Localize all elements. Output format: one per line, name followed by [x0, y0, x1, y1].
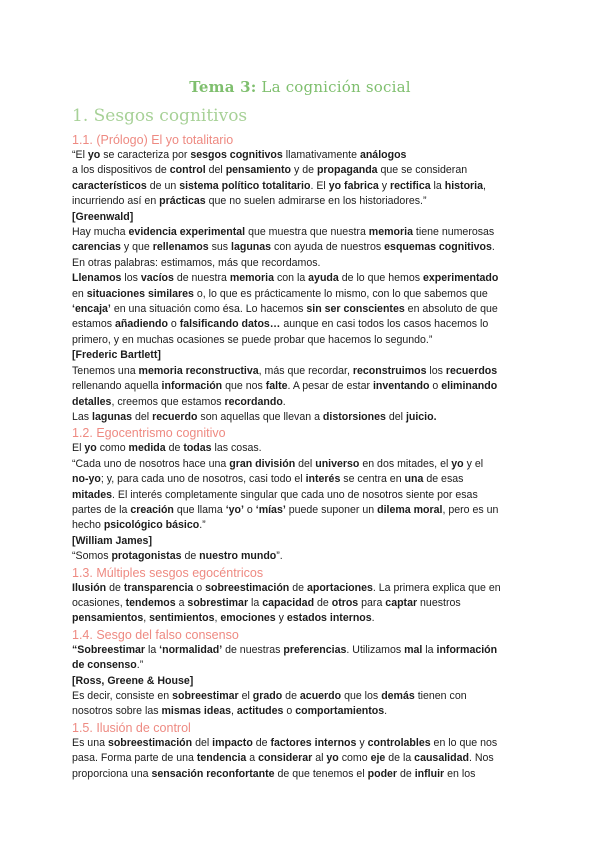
bold-text-run: sistema político totalitario [179, 179, 311, 192]
text-run: .” [136, 659, 144, 672]
heading-1-1: 1.1. (Prólogo) El yo totalitario [72, 133, 234, 147]
paragraph [72, 148, 528, 210]
bold-text-run: evidencia experimental [128, 226, 246, 239]
bold-text-run: experimentado [423, 272, 499, 285]
bold-text-run: carencias [72, 241, 121, 254]
citation-source: [Greenwald] [72, 210, 134, 223]
text-run: con ayuda de nuestros [271, 241, 385, 254]
bold-text-run: protagonistas [111, 550, 182, 563]
text-run: , [214, 612, 221, 625]
text-run: aunque en casi todos los casos hacemos lo [280, 318, 489, 331]
text-run: a [246, 752, 259, 765]
bold-text-run: detalles [72, 395, 112, 408]
bold-text-run: lagunas [231, 241, 272, 254]
bold-text-run: creación [130, 503, 174, 516]
text-run: de esas [423, 473, 464, 486]
text-run: y [275, 612, 287, 625]
text-run: nosotros sobre las [72, 705, 162, 718]
bold-text-run: una [404, 473, 424, 486]
text-run: . [491, 241, 495, 254]
text-run: , creemos que estamos [111, 395, 225, 408]
bold-text-run: emociones [220, 612, 276, 625]
text-run: . El [310, 179, 329, 192]
text-run: en [72, 287, 87, 300]
bold-text-run: sentimientos [149, 612, 215, 625]
text-run: se centra en [340, 473, 405, 486]
bold-text-run: yo [326, 752, 339, 765]
bold-text-run: sin ser conscientes [306, 303, 405, 316]
text-run: ocasiones, [72, 596, 126, 609]
text-run: de nuestra [173, 272, 230, 285]
bold-text-run: no-yo [72, 473, 101, 486]
bold-text-run: Ilusión [72, 581, 107, 594]
text-run: hecho [72, 519, 104, 532]
title-tema: Tema 3: [189, 78, 257, 96]
text-run: o [243, 503, 256, 516]
bold-text-run: todas [183, 442, 212, 455]
text-run: En otras palabras: estimamos, más que recordamos. [72, 256, 321, 269]
bold-text-run: mal [404, 643, 423, 656]
bold-text-run: propaganda [316, 164, 378, 177]
text-run: de [282, 690, 300, 702]
bold-text-run: nuestro mundo [199, 550, 277, 563]
bold-text-run: interés [305, 473, 341, 486]
bold-text-run: demás [381, 690, 415, 702]
text-run: la [248, 596, 263, 609]
text-run: proporciona una [72, 767, 152, 780]
text-run: de [106, 581, 124, 594]
bold-text-run: controlables [367, 736, 431, 749]
bold-text-run: sensación reconfortante [151, 767, 275, 780]
bold-text-run: factores internos [270, 736, 357, 749]
text-run: , [143, 612, 150, 625]
bold-text-run: causalidad [414, 752, 469, 765]
bold-text-run: característicos [72, 179, 147, 192]
text-run: que nos [222, 380, 266, 393]
bold-text-run: rellenamos [152, 241, 209, 254]
bold-text-run: añadiendo [114, 318, 168, 331]
text-run: de [165, 442, 184, 455]
text-run: los [121, 272, 141, 285]
bold-text-run: prácticas [159, 195, 206, 208]
text-run: . Utilizamos [346, 643, 405, 656]
bold-text-run: distorsiones [322, 410, 386, 423]
heading-1-4: 1.4. Sesgo del falso consenso [72, 627, 239, 642]
text-run: y [378, 179, 390, 192]
text-run: nuestros [417, 596, 461, 609]
bold-text-run: falte [265, 380, 288, 393]
bold-text-run: pensamientos [72, 612, 144, 625]
bold-text-run: actitudes [236, 705, 284, 718]
text-run: la [145, 643, 160, 656]
bold-text-run: capacidad [262, 596, 315, 609]
text-run: al [312, 752, 327, 765]
bold-text-run: captar [385, 596, 418, 609]
bold-text-run: Llenamos [72, 272, 122, 285]
text-run: , más que recordar, [258, 364, 353, 377]
text-run: . A pesar de estar [287, 380, 373, 393]
bold-text-run: acuerdo [299, 690, 342, 702]
text-run: del [132, 410, 153, 423]
bold-text-run: memoria [368, 226, 413, 239]
bold-text-run: análogos [359, 149, 407, 161]
text-run: en dos mitades, el [359, 457, 452, 470]
text-run: Las [72, 410, 93, 423]
bold-text-run: control [169, 164, 206, 177]
bold-text-run: yo [84, 442, 97, 455]
text-run: del [385, 410, 406, 423]
bold-text-run: tendencia [196, 752, 247, 765]
bold-text-run: recuerdos [445, 364, 498, 377]
text-run: como [96, 442, 129, 455]
bold-text-run: impacto [212, 736, 253, 749]
bold-text-run: otros [331, 596, 359, 609]
bold-text-run: “Sobreestimar [72, 643, 146, 656]
text-run: a [175, 596, 188, 609]
bold-text-run: recuerdo [152, 410, 198, 423]
text-run: son aquellas que llevan a [197, 410, 323, 423]
bold-text-run: lagunas [92, 410, 133, 423]
paragraph [72, 457, 528, 534]
bold-text-run: ‘normalidad’ [159, 643, 223, 656]
bold-text-run: información [161, 380, 223, 393]
bold-text-run: sobreestimar [172, 690, 239, 702]
text-run: Tenemos una [72, 364, 139, 377]
bold-text-run: gran división [229, 457, 296, 470]
bold-text-run: reconstruimos [352, 364, 427, 377]
text-run: o [167, 318, 180, 331]
text-run: . El interés completamente singular que cada uno de nosotros siente por esas [112, 488, 478, 501]
text-run: que muestra que nuestra [245, 226, 369, 239]
bold-text-run: pensamiento [225, 164, 292, 177]
bold-text-run: eje [370, 752, 386, 765]
bold-text-run: preferencias [283, 643, 347, 656]
text-run: puede suponer un [285, 503, 378, 516]
paragraph [72, 549, 528, 564]
bold-text-run: sobreestimación [205, 581, 290, 594]
text-run: de nuestras [222, 643, 284, 656]
text-run: y que [120, 241, 153, 254]
document-title [72, 78, 528, 96]
text-run: o [429, 380, 442, 393]
text-run: llamativamente [282, 149, 360, 161]
text-run: o [193, 581, 206, 594]
bold-text-run: considerar [258, 752, 313, 765]
text-run: de lo que hemos [338, 272, 423, 285]
text-run: sus [208, 241, 232, 254]
text-run: de [181, 550, 200, 563]
bold-text-run: yo [87, 149, 101, 161]
text-run: . Nos [468, 752, 494, 765]
text-run: estamos [72, 318, 115, 331]
bold-text-run: sesgos cognitivos [190, 149, 283, 161]
paragraph [72, 581, 528, 627]
document-page [72, 78, 528, 782]
bold-text-run: grado [252, 690, 283, 702]
bold-text-run: memoria reconstructiva [138, 364, 259, 377]
bold-text-run: esquemas cognitivos [384, 241, 492, 254]
bold-text-run: falsificando datos… [179, 318, 281, 331]
paragraph [72, 689, 528, 720]
text-run: primero, y en muchas ocasiones se puede probar que hacemos lo segundo.” [72, 333, 433, 346]
text-run: y [356, 736, 368, 749]
text-run: en los [444, 767, 476, 780]
text-run: del [205, 164, 226, 177]
text-run: de [314, 596, 332, 609]
text-run: Es una [72, 736, 108, 749]
text-run: “El [72, 149, 88, 161]
text-run: a los dispositivos de [72, 164, 170, 177]
title-text: La cognición social [256, 78, 411, 96]
citation-source: [William James] [72, 534, 152, 547]
text-run: la [430, 179, 445, 192]
citation-source: [Frederic Bartlett] [72, 349, 161, 362]
text-run: “Somos [72, 550, 112, 563]
heading-1-5: 1.5. Ilusión de control [72, 720, 191, 735]
text-run: en una situación como ésa. Lo hacemos [110, 303, 307, 316]
text-run: como [338, 752, 371, 765]
bold-text-run: universo [315, 457, 360, 470]
text-run: Es decir, consiste en [72, 690, 173, 702]
bold-text-run: memoria [229, 272, 274, 285]
bold-text-run: influir [414, 767, 445, 780]
bold-text-run: transparencia [123, 581, 194, 594]
paragraph [72, 225, 528, 271]
text-run: la [422, 643, 437, 656]
section-heading-sesgos: 1. Sesgos cognitivos [72, 106, 248, 126]
bold-text-run: ayuda [308, 272, 339, 285]
text-run: pasa. Forma parte de una [72, 752, 197, 765]
text-run: de que tenemos el [274, 767, 368, 780]
paragraph [72, 271, 528, 348]
text-run: ; y, para cada uno de nosotros, casi todo el [100, 473, 306, 486]
bold-text-run: vacíos [140, 272, 174, 285]
paragraph [72, 441, 528, 456]
text-run: las cosas. [211, 442, 262, 455]
bold-text-run: aportaciones [306, 581, 373, 594]
text-run: y el [463, 457, 484, 470]
text-run: . [371, 612, 375, 625]
bold-text-run: juicio. [405, 410, 437, 423]
text-run: el [238, 690, 253, 702]
text-run: y de [291, 164, 317, 177]
text-run: rellenando aquella [72, 380, 162, 393]
heading-1-3: 1.3. Múltiples sesgos egocéntricos [72, 565, 264, 580]
bold-text-run: historia [444, 179, 484, 192]
bold-text-run: comportamientos [295, 705, 385, 718]
text-run: que llama [173, 503, 226, 516]
text-run: incurriendo así en [72, 195, 160, 208]
text-run: , [231, 705, 237, 718]
text-run: , [483, 179, 486, 192]
text-run: tiene numerosas [412, 226, 495, 239]
text-run: que se consideran [377, 164, 468, 177]
text-run: o [283, 705, 296, 718]
bold-text-run: ‘encaja’ [72, 303, 111, 316]
text-run: o, lo que es prácticamente lo mismo, con lo que sabemos que [193, 287, 488, 300]
paragraph [72, 410, 528, 425]
text-run: los [426, 364, 446, 377]
text-run: del [295, 457, 316, 470]
bold-text-run: recordando [224, 395, 283, 408]
text-run: .” [199, 519, 206, 532]
text-run: de un [146, 179, 180, 192]
bold-text-run: rectifica [389, 179, 431, 192]
bold-text-run: inventando [372, 380, 430, 393]
bold-text-run: mismas ideas [161, 705, 232, 718]
bold-text-run: información [436, 643, 498, 656]
bold-text-run: de consenso [72, 659, 137, 672]
text-run: de [397, 767, 415, 780]
bold-text-run: medida [128, 442, 166, 455]
text-run: ”. [276, 550, 283, 563]
text-run: , pero es un [442, 503, 499, 516]
text-run: . La primera explica que en [372, 581, 501, 594]
text-run: El [72, 442, 85, 455]
text-run: que no suelen admirarse en los historiadores.” [205, 195, 427, 208]
bold-text-run: sobreestimación [107, 736, 193, 749]
text-run: . [282, 395, 286, 408]
text-run: de [252, 736, 271, 749]
text-run: . [384, 705, 388, 718]
bold-text-run: dilema moral [377, 503, 443, 516]
bold-text-run: yo [451, 457, 464, 470]
bold-text-run: tendemos [125, 596, 176, 609]
text-run: que los [341, 690, 382, 702]
text-run: de [289, 581, 307, 594]
text-run: se caracteriza por [100, 149, 191, 161]
text-run: con la [274, 272, 309, 285]
paragraph [72, 364, 528, 410]
text-run: en absoluto de que [404, 303, 498, 316]
bold-text-run: psicológico básico [103, 519, 200, 532]
text-run: partes de la [72, 503, 131, 516]
bold-text-run: estados internos [286, 612, 372, 625]
text-run: en lo que nos [430, 736, 498, 749]
bold-text-run: poder [367, 767, 398, 780]
bold-text-run: ‘mías’ [255, 503, 286, 516]
heading-1-2: 1.2. Egocentrismo cognitivo [72, 426, 226, 441]
bold-text-run: mitades [72, 488, 113, 501]
text-run: Hay mucha [72, 226, 129, 239]
bold-text-run: yo fabrica [328, 179, 379, 192]
text-run: tienen con [414, 690, 467, 702]
bold-text-run: sobrestimar [187, 596, 249, 609]
bold-text-run: eliminando [441, 380, 498, 393]
text-run: de la [385, 752, 415, 765]
bold-text-run: ‘yo’ [225, 503, 244, 516]
text-run: del [192, 736, 213, 749]
paragraph [72, 736, 528, 782]
text-run: “Cada uno de nosotros hace una [72, 457, 230, 470]
citation-source: [Ross, Greene & House] [72, 674, 194, 687]
text-run: para [358, 596, 386, 609]
paragraph [72, 643, 528, 674]
bold-text-run: situaciones similares [86, 287, 194, 300]
